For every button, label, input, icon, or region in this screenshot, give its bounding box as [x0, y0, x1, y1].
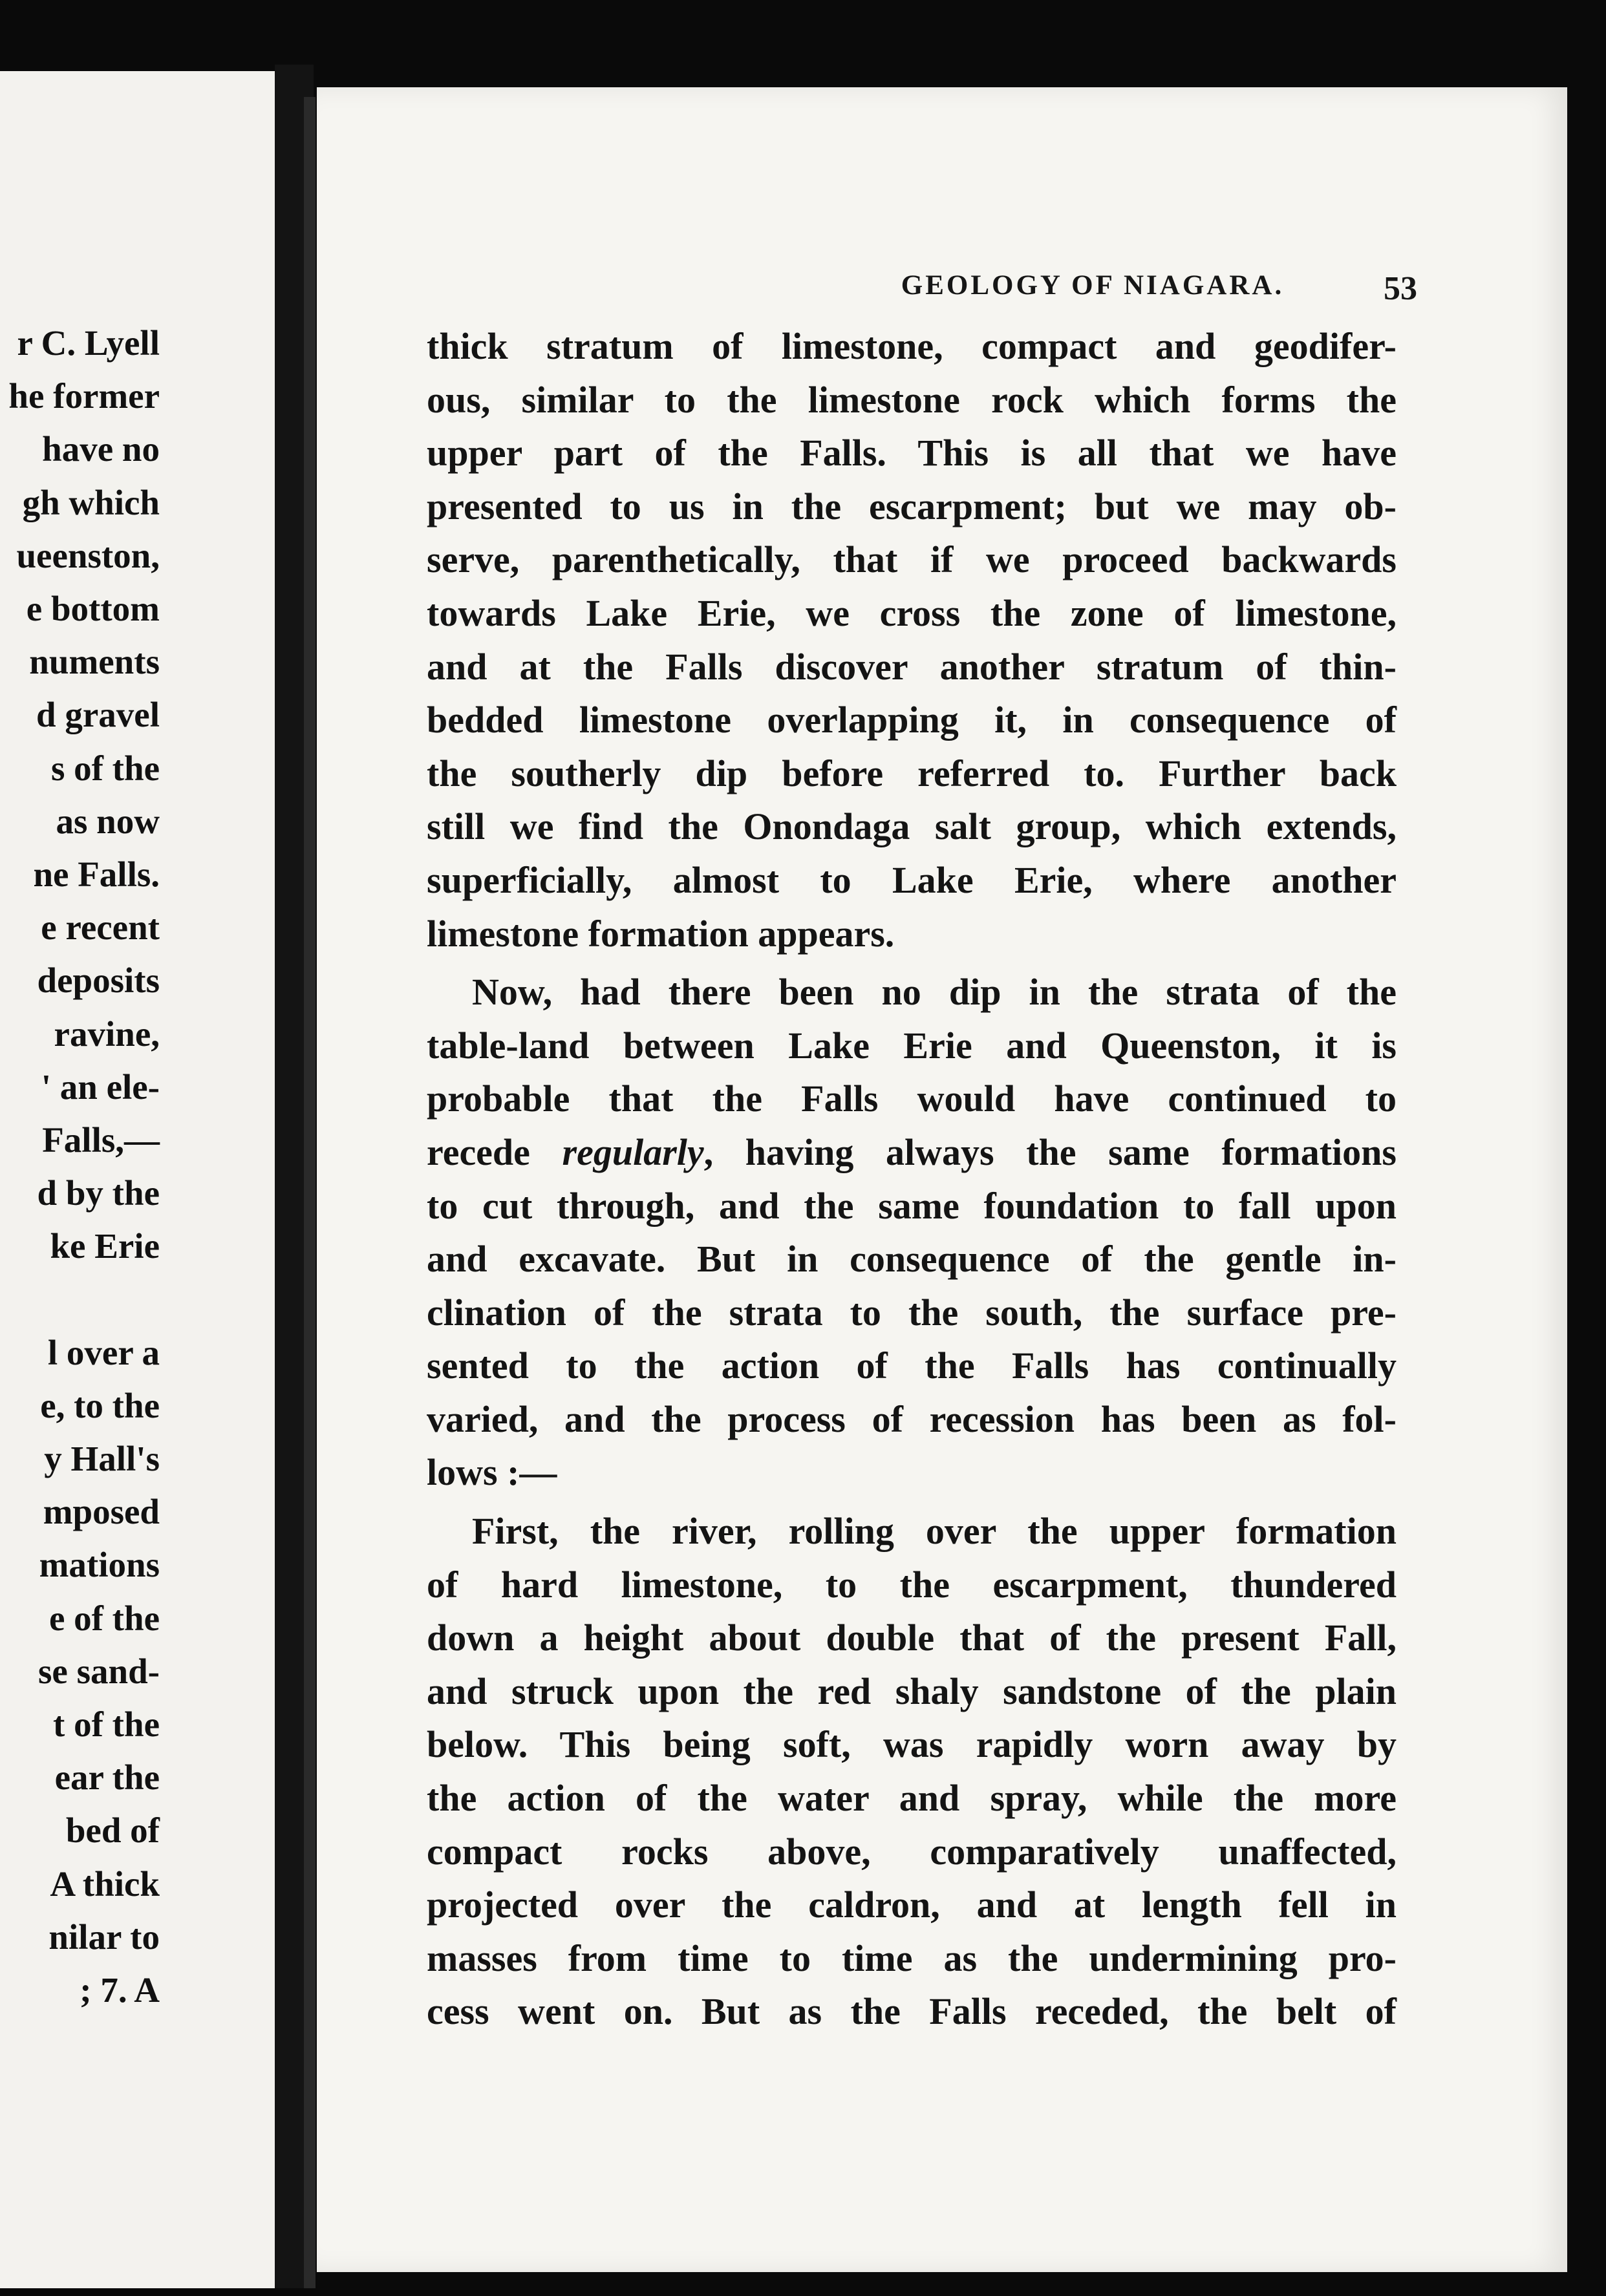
text-line: below. This being soft, was rapidly worn away by — [427, 1723, 1397, 1766]
left-page-line: e recent — [41, 908, 160, 948]
left-page-line: d gravel — [36, 695, 160, 735]
left-page-text-fragments — [0, 317, 160, 2017]
text-line: presented to us in the escarpment; but we may ob- — [427, 485, 1397, 527]
left-page-line: e, to the — [40, 1385, 160, 1425]
paragraph — [427, 320, 1397, 961]
paragraph — [427, 1505, 1397, 2039]
text-line: sented to the action of the Falls has continually — [427, 1345, 1397, 1387]
text-line: clination of the strata to the south, the surface pre- — [427, 1291, 1397, 1334]
left-page-line: mposed — [43, 1492, 160, 1532]
left-page-line: ; 7. A — [80, 1970, 160, 2010]
right-page — [317, 87, 1572, 2272]
left-page-line: nilar to — [48, 1917, 160, 1957]
left-page-line: s of the — [50, 748, 160, 788]
emphasized-word: regularly — [562, 1131, 704, 1173]
left-page-line: se sand- — [38, 1651, 160, 1691]
text-line: superficially, almost to Lake Erie, where another — [427, 858, 1397, 901]
text-line: serve, parenthetically, that if we proceed backwards — [427, 538, 1397, 581]
text-line: bedded limestone overlapping it, in consequence of — [427, 699, 1397, 741]
text-line: and excavate. But in consequence of the gentle in- — [427, 1238, 1397, 1281]
text-line: still we find the Onondaga salt group, which extends, — [427, 805, 1397, 848]
left-page-line: A thick — [50, 1864, 160, 1904]
text-line: table-land between Lake Erie and Queenston, it is — [427, 1024, 1397, 1067]
text-line: the southerly dip before referred to. Further back — [427, 752, 1397, 794]
text-line: of hard limestone, to the escarpment, thundered — [427, 1563, 1397, 1606]
left-page-line: numents — [29, 642, 160, 682]
text-line: compact rocks above, comparatively unaffected, — [427, 1830, 1397, 1873]
left-page-line: e of the — [48, 1598, 160, 1638]
paragraph-gap — [427, 1500, 1397, 1505]
running-head: GEOLOGY OF NIAGARA. — [901, 270, 1285, 301]
left-page-line — [0, 1273, 160, 1326]
text-line: probable that the Falls would have continued to — [427, 1078, 1397, 1120]
left-page-line: gh which — [22, 482, 160, 522]
text-line: and struck upon the red shaly sandstone of the plain — [427, 1670, 1397, 1712]
text-line: Now, had there been no dip in the strata of the — [472, 971, 1397, 1014]
text-line: down a height about double that of the present Fall, — [427, 1617, 1397, 1659]
left-page-line: y Hall's — [44, 1439, 160, 1479]
text-line: projected over the caldron, and at length fell in — [427, 1884, 1397, 1926]
text-line: masses from time to time as the undermining pro- — [427, 1937, 1397, 1979]
left-page-line: ear the — [54, 1758, 160, 1798]
left-page-line: he former — [8, 376, 160, 416]
left-page-line: ' an ele- — [41, 1067, 160, 1107]
left-facing-page — [0, 71, 275, 2288]
text-line: and at the Falls discover another stratum of thin- — [427, 645, 1397, 688]
left-page-line: ravine, — [54, 1014, 160, 1054]
left-page-line: bed of — [65, 1811, 160, 1851]
left-page-line: have no — [42, 429, 160, 469]
text-line: recede regularly, having always the same formations — [427, 1131, 1397, 1173]
left-page-line: ke Erie — [50, 1226, 160, 1266]
paragraph — [427, 966, 1397, 1500]
left-page-line: deposits — [37, 961, 160, 1001]
left-page-line: l over a — [47, 1332, 160, 1372]
left-page-line: e bottom — [26, 589, 160, 629]
text-line: limestone formation appears. — [427, 912, 895, 955]
text-line: to cut through, and the same foundation to fall upon — [427, 1184, 1397, 1227]
left-page-line: t of the — [53, 1705, 160, 1745]
body-text — [427, 320, 1397, 2039]
text-line: lows :— — [427, 1451, 557, 1494]
left-page-line: r C. Lyell — [17, 323, 160, 363]
text-line: the action of the water and spray, while the more — [427, 1777, 1397, 1820]
paragraph-gap — [427, 961, 1397, 966]
text-line: towards Lake Erie, we cross the zone of limestone, — [427, 591, 1397, 634]
left-page-line: as now — [56, 801, 160, 841]
left-page-line: d by the — [37, 1173, 160, 1213]
text-line: cess went on. But as the Falls receded, the belt of — [427, 1990, 1397, 2033]
left-page-line: ne Falls. — [33, 855, 160, 895]
scan-border — [1567, 0, 1606, 2296]
page-edge-shadow — [304, 97, 316, 2288]
left-page-line: ueenston, — [16, 535, 160, 575]
left-page-line: mations — [39, 1545, 160, 1585]
text-line: varied, and the process of recession has been as fol- — [427, 1398, 1397, 1440]
left-page-line: Falls,— — [42, 1120, 160, 1160]
text-line: thick stratum of limestone, compact and geodifer- — [427, 325, 1397, 367]
page-number: 53 — [1384, 270, 1417, 307]
text-line: First, the river, rolling over the upper formation — [472, 1510, 1397, 1553]
text-line: upper part of the Falls. This is all that we have — [427, 432, 1397, 474]
text-line: ous, similar to the limestone rock which forms the — [427, 378, 1397, 421]
